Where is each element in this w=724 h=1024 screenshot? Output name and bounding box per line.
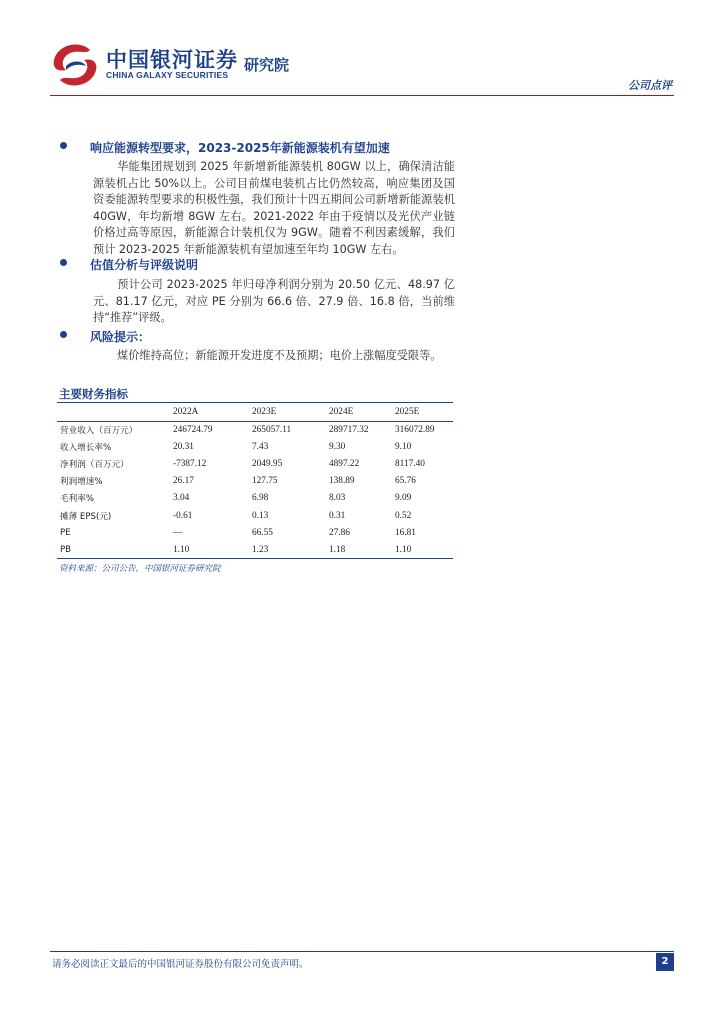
- section-heading: [60, 139, 680, 157]
- table-cell: 3.04: [173, 493, 190, 504]
- table-cell: 138.89: [329, 476, 355, 487]
- section-heading-text: 估值分析与评级说明: [90, 258, 199, 272]
- row-label: PE: [60, 527, 71, 538]
- galaxy-logo-icon: [50, 42, 100, 88]
- table-cell: 1.10: [173, 544, 190, 555]
- table-cell: 2049.95: [252, 458, 283, 469]
- row-label: PB: [60, 544, 72, 555]
- table-cell: —: [173, 527, 183, 538]
- row-label: 营业收入（百万元）: [60, 425, 138, 436]
- table-cell: 127.75: [252, 476, 278, 487]
- header-cell-year: 2023E: [252, 407, 277, 417]
- page-number: 2: [656, 953, 674, 971]
- brand-name-cn: 中国银河证券: [106, 48, 238, 72]
- table-row: [57, 507, 453, 524]
- table-cell: 27.86: [329, 527, 350, 538]
- row-label: 利润增速%: [60, 477, 103, 488]
- table-cell: 1.18: [329, 544, 346, 555]
- paragraph-text: 煤价维持高位；新能源开发进度不及预期；电价上涨幅度受限等。: [117, 349, 442, 362]
- paragraph-text: 华能集团规划到 2025 年新增新能源装机 80GW 以上，确保清洁能源装机占比 50%以上。公司目前煤电装机占比仍然较高，响应集团及国资委能源转型要求的积极性强，我们预计十四五期间公司新增新能源装机 40GW，年均新增 8GW 左右。2021-2022 年由于疫情以及光伏产业链价格过高等原因，新能源合计装机仅为 9GW。随着不利因素缓解，我们预计 2023-2025 年新能源装机有望加速至年均 10GW 左右。: [93, 160, 455, 256]
- section-heading-text: 风险提示：: [90, 330, 151, 344]
- table-cell: 26.17: [173, 476, 194, 487]
- header-cell-year: 2024E: [329, 407, 354, 417]
- table-row: [57, 421, 453, 438]
- section-paragraph: [93, 277, 455, 327]
- table-cell: 265057.11: [252, 424, 292, 435]
- table-cell: 6.98: [252, 493, 269, 504]
- table-row: [57, 490, 453, 507]
- section-heading-text: 响应能源转型要求，2023-2025年新能源装机有望加速: [90, 141, 390, 155]
- header-cell-year: 2025E: [395, 407, 420, 417]
- footer-disclaimer: 请务必阅读正文最后的中国银河证券股份有限公司免责声明。: [52, 959, 309, 970]
- institute-label: 研究院: [244, 56, 290, 74]
- table-cell: 20.31: [173, 441, 194, 452]
- bullet-icon: [60, 331, 67, 338]
- table-cell: 0.31: [329, 510, 346, 521]
- section-energy-transition: [60, 139, 680, 259]
- table-title: 主要财务指标: [59, 387, 128, 401]
- bullet-icon: [60, 259, 67, 266]
- table-cell: 1.23: [252, 544, 269, 555]
- table-cell: 289717.32: [329, 424, 369, 435]
- table-header-row: [57, 403, 453, 421]
- section-paragraph: [93, 348, 493, 365]
- table-cell: 1.10: [395, 544, 412, 555]
- table-cell: 66.55: [252, 527, 273, 538]
- section-risk: [60, 328, 680, 365]
- section-heading: [60, 328, 680, 346]
- header-cell-year: 2022A: [173, 407, 199, 417]
- table-source-note: 资料来源：公司公告，中国银河证券研究院: [59, 564, 221, 574]
- section-heading: [60, 256, 680, 274]
- table-cell: 316072.89: [395, 424, 435, 435]
- brand-name-en: CHINA GALAXY SECURITIES: [106, 70, 229, 80]
- row-label: 净利润（百万元）: [60, 459, 129, 470]
- row-label: 收入增长率%: [60, 442, 112, 453]
- table-cell: 0.52: [395, 510, 412, 521]
- table-cell: -0.61: [173, 510, 193, 521]
- table-cell: -7387.12: [173, 458, 207, 469]
- table-row: [57, 541, 453, 558]
- table-row: [57, 473, 453, 490]
- table-row: [57, 438, 453, 455]
- footer-divider: [50, 951, 674, 952]
- table-cell: 16.81: [395, 527, 416, 538]
- table-cell: 7.43: [252, 441, 269, 452]
- table-row: [57, 455, 453, 472]
- section-valuation: [60, 256, 680, 327]
- table-cell: 9.30: [329, 441, 346, 452]
- section-paragraph: [93, 159, 455, 259]
- table-cell: 4897.22: [329, 458, 360, 469]
- table-cell: 246724.79: [173, 424, 213, 435]
- table-cell: 9.09: [395, 493, 412, 504]
- table-cell: 8.03: [329, 493, 346, 504]
- table-cell: 65.76: [395, 476, 416, 487]
- table-row: [57, 524, 453, 541]
- paragraph-text: 预计公司 2023-2025 年归母净利润分别为 20.50 亿元、48.97 亿元、81.17 亿元，对应 PE 分别为 66.6 倍、27.9 倍、16.8 倍，当前维持“推荐”评级。: [93, 278, 455, 325]
- document-type: 公司点评: [628, 79, 672, 92]
- row-label: 摊薄 EPS(元): [60, 511, 112, 522]
- bullet-icon: [60, 142, 67, 149]
- financial-indicators-table: [57, 403, 453, 559]
- table-cell: 8117.40: [395, 458, 425, 469]
- table-bottom-rule: [57, 558, 453, 559]
- header-cell-empty: [57, 403, 173, 421]
- row-label: 毛利率%: [60, 494, 94, 505]
- table-cell: 0.13: [252, 510, 269, 521]
- header-divider: [50, 95, 674, 96]
- table-cell: 9.10: [395, 441, 412, 452]
